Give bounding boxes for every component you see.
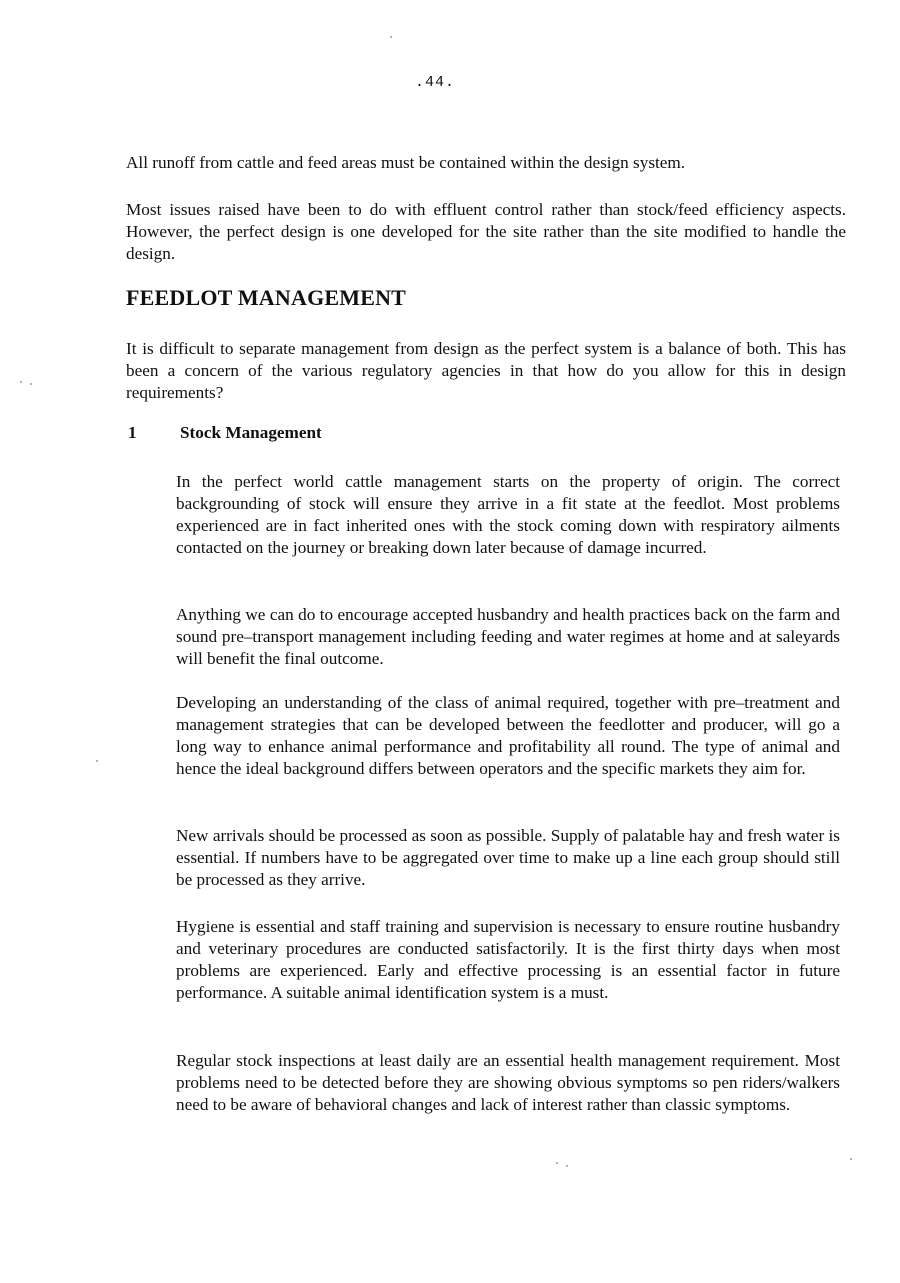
- paragraph-husbandry-practices: Anything we can do to encourage accepted husbandry and health practices back on the farm and sound pre–transport management including feeding and water regimes at home and at saleyards will benefit the final outcome.: [176, 605, 840, 668]
- page-number: .44.: [414, 74, 455, 91]
- paragraph-property-of-origin: In the perfect world cattle management starts on the property of origin. The correct backgrounding of stock will ensure they arrive in a fit state at the feedlot. Most problems experienced are in fact inherited ones with the stock coming down with respiratory ailments contacted on the journey or breaking down later because of damage incurred.: [176, 472, 840, 557]
- scan-speck: [390, 36, 392, 38]
- paragraph-class-of-animal: Developing an understanding of the class of animal required, together with pre–treatment and management strategies that can be developed between the feedlotter and producer, will go a long way to enhance animal performance and profitability all round. The type of animal and hence the ideal background differs between operators and the specific markets they aim for.: [176, 693, 840, 778]
- scan-speck: [850, 1158, 852, 1160]
- scan-speck: [30, 383, 32, 385]
- scan-speck: [96, 760, 98, 762]
- paragraph-runoff: All runoff from cattle and feed areas must be contained within the design system.: [126, 153, 686, 172]
- scan-speck: [556, 1162, 558, 1164]
- section-heading: FEEDLOT MANAGEMENT: [126, 285, 407, 310]
- paragraph-section-intro: It is difficult to separate management from design as the perfect system is a balance of both. This has been a concern of the various regulatory agencies in that how do you allow for this in design requirements?: [126, 339, 846, 402]
- subsection-number: 1: [128, 423, 137, 442]
- paragraph-new-arrivals: New arrivals should be processed as soon as possible. Supply of palatable hay and fresh water is essential. If numbers have to be aggregated over time to make up a line each group should still be processed as they arrive.: [176, 826, 840, 889]
- subsection-title: Stock Management: [180, 423, 322, 442]
- paragraph-issues: Most issues raised have been to do with effluent control rather than stock/feed efficiency aspects. However, the perfect design is one developed for the site rather than the site modified to handle the design.: [126, 200, 846, 263]
- scan-speck: [566, 1165, 568, 1167]
- scan-speck: [20, 381, 22, 383]
- paragraph-stock-inspections: Regular stock inspections at least daily are an essential health management requirement. Most problems need to be detected before they are showing obvious symptoms so pen riders/walkers need to be aware of behavioral changes and lack of interest rather than classic symptoms.: [176, 1051, 840, 1114]
- paragraph-hygiene: Hygiene is essential and staff training and supervision is necessary to ensure routine husbandry and veterinary procedures are conducted satisfactorily. It is the first thirty days when most problems are experienced. Early and effective processing is an essential factor in future performance. A suitable animal identification system is a must.: [176, 917, 840, 1002]
